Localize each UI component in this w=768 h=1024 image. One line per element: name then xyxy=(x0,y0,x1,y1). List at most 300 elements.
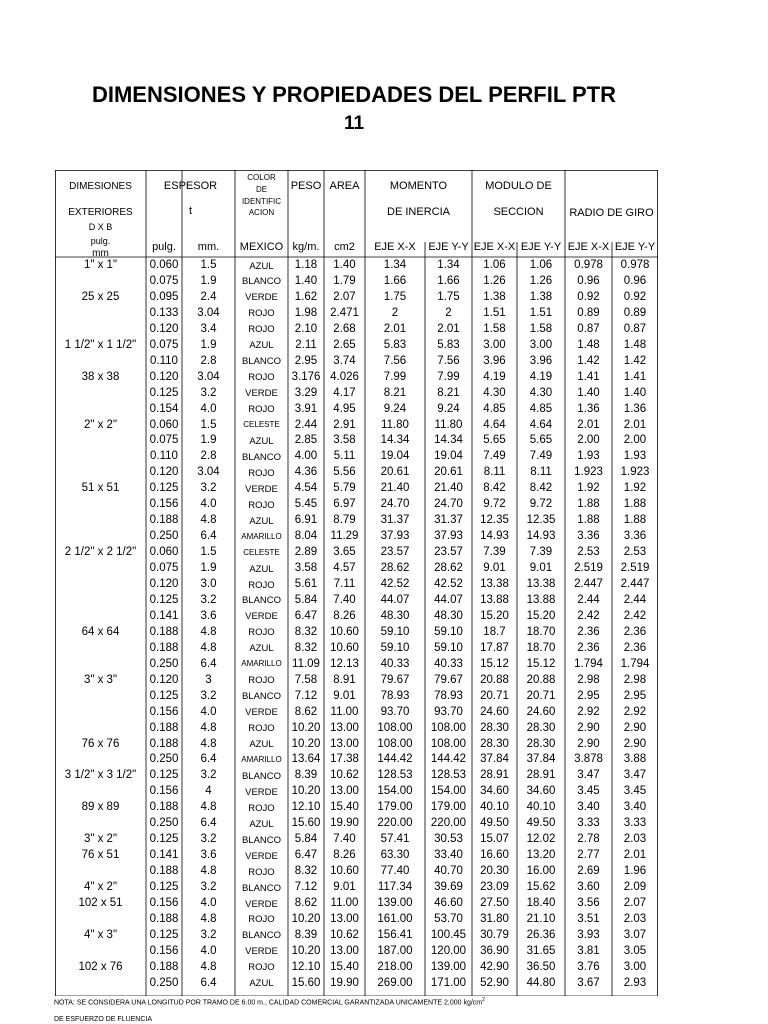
table-cell-radius-yy: 3.33 xyxy=(623,817,647,830)
table-cell-weight: 2.89 xyxy=(294,546,318,559)
table-cell-color: ROJO xyxy=(248,467,275,479)
table-cell-inertia-xx: 20.61 xyxy=(380,466,410,479)
table-cell-thickness-mm: 3.2 xyxy=(200,593,217,606)
table-cell-color: VERDE xyxy=(245,707,278,719)
table-cell-thickness-in: 0.120 xyxy=(149,370,179,383)
table-cell-thickness-mm: 4.8 xyxy=(200,514,217,527)
table-cell-dimensions: 4" x 3" xyxy=(83,928,118,941)
table-cell-inertia-xx: 21.40 xyxy=(380,482,410,495)
table-cell-thickness-in: 0.250 xyxy=(149,976,179,989)
table-cell-thickness-in: 0.075 xyxy=(149,338,179,351)
table-cell-color: ROJO xyxy=(248,675,275,687)
table-cell-weight: 8.04 xyxy=(294,530,318,543)
table-cell-radius-xx: 1.42 xyxy=(577,354,600,367)
table-cell-area: 13.00 xyxy=(330,721,359,734)
table-cell-section-yy: 12.02 xyxy=(526,833,556,846)
table-cell-thickness-in: 0.120 xyxy=(149,578,179,590)
table-cell-section-xx: 1.51 xyxy=(483,306,506,319)
table-cell-weight: 3.58 xyxy=(294,562,318,575)
table-cell-inertia-yy: 39.69 xyxy=(434,881,463,894)
table-cell-inertia-xx: 220.00 xyxy=(377,817,413,830)
table-cell-weight: 4.54 xyxy=(294,482,318,495)
table-cell-area: 11.00 xyxy=(330,897,359,909)
table-cell-radius-xx: 0.978 xyxy=(574,259,603,271)
table-cell-thickness-in: 0.060 xyxy=(149,546,179,559)
table-cell-dimensions: 3 1/2" x 3 1/2" xyxy=(64,769,137,782)
table-cell-inertia-yy: 37.93 xyxy=(434,530,463,543)
header-color-2: DE xyxy=(255,185,268,194)
table-cell-section-yy: 14.93 xyxy=(526,530,556,543)
table-cell-inertia-xx: 63.30 xyxy=(380,849,410,862)
table-cell-inertia-xx: 59.10 xyxy=(380,641,410,654)
table-cell-thickness-mm: 3.2 xyxy=(200,482,217,495)
table-cell-radius-xx: 1.93 xyxy=(577,450,600,463)
table-cell-section-xx: 12.35 xyxy=(480,514,509,527)
table-cell-inertia-yy: 5.83 xyxy=(437,338,460,351)
table-cell-thickness-in: 0.156 xyxy=(149,785,179,798)
table-cell-radius-xx: 0.96 xyxy=(577,274,600,287)
table-cell-inertia-xx: 144.42 xyxy=(377,753,413,766)
table-cell-dimensions: 1 1/2" x 1 1/2" xyxy=(64,338,137,351)
table-cell-thickness-in: 0.188 xyxy=(149,912,179,925)
table-cell-thickness-mm: 4.8 xyxy=(200,737,217,750)
table-cell-inertia-xx: 79.67 xyxy=(380,673,410,686)
table-cell-radius-xx: 3.33 xyxy=(577,817,600,830)
table-cell-section-yy: 5.65 xyxy=(529,434,553,447)
table-cell-radius-xx: 2.90 xyxy=(577,721,600,734)
table-cell-radius-xx: 2.78 xyxy=(577,833,600,846)
table-cell-radius-xx: 0.89 xyxy=(577,306,600,319)
table-cell-weight: 6.47 xyxy=(294,849,318,862)
table-cell-section-yy: 9.72 xyxy=(529,498,553,511)
table-cell-thickness-in: 0.125 xyxy=(149,881,179,894)
table-cell-radius-yy: 2.90 xyxy=(623,721,647,734)
table-cell-thickness-mm: 6.4 xyxy=(200,530,217,543)
table-cell-section-yy: 37.84 xyxy=(526,753,556,766)
table-cell-section-yy: 8.42 xyxy=(529,482,553,495)
table-cell-radius-yy: 2.36 xyxy=(623,625,647,638)
table-cell-radius-yy: 1.92 xyxy=(623,482,647,495)
table-cell-inertia-xx: 40.33 xyxy=(380,657,410,670)
header-unit-area: cm2 xyxy=(334,241,355,253)
header-exteriores: EXTERIORES xyxy=(68,207,133,218)
table-cell-inertia-xx: 2.01 xyxy=(383,322,407,335)
header-unit-section-xx: EJE X-X xyxy=(473,241,516,253)
table-cell-inertia-xx: 117.34 xyxy=(377,881,413,894)
table-cell-thickness-in: 0.188 xyxy=(149,801,179,814)
table-cell-radius-xx: 3.56 xyxy=(577,897,600,909)
table-cell-thickness-mm: 1.9 xyxy=(200,434,217,447)
table-cell-section-yy: 3.96 xyxy=(529,354,553,367)
table-cell-area: 10.60 xyxy=(330,625,359,638)
table-cell-area: 11.29 xyxy=(330,530,359,543)
table-cell-inertia-yy: 24.70 xyxy=(434,498,463,511)
table-cell-weight: 5.45 xyxy=(294,498,318,511)
footnote-line-2: DE ESFUERZO DE FLUENCIA xyxy=(54,1016,153,1023)
table-cell-inertia-yy: 128.53 xyxy=(430,769,467,782)
table-cell-inertia-yy: 171.00 xyxy=(430,976,467,989)
table-cell-radius-yy: 2.01 xyxy=(623,418,647,431)
table-cell-area: 10.62 xyxy=(330,769,359,782)
table-cell-section-xx: 15.12 xyxy=(480,657,509,670)
table-cell-thickness-in: 0.125 xyxy=(149,482,179,495)
table-cell-inertia-xx: 269.00 xyxy=(377,976,413,989)
table-cell-section-yy: 20.71 xyxy=(526,689,556,702)
table-cell-thickness-in: 0.060 xyxy=(149,259,179,271)
page-subtitle: 11 xyxy=(343,113,365,134)
table-cell-inertia-yy: 93.70 xyxy=(434,705,463,718)
table-cell-inertia-yy: 8.21 xyxy=(437,386,460,399)
table-cell-thickness-mm: 3.6 xyxy=(200,849,217,862)
table-cell-area: 3.65 xyxy=(333,546,356,559)
table-cell-area: 13.00 xyxy=(330,944,359,957)
table-cell-section-yy: 4.85 xyxy=(529,402,553,415)
table-cell-section-xx: 1.26 xyxy=(483,274,506,287)
table-cell-radius-xx: 0.87 xyxy=(577,322,600,335)
table-cell-radius-yy: 3.45 xyxy=(623,785,647,798)
table-cell-section-xx: 4.30 xyxy=(483,386,506,399)
table-cell-section-xx: 49.50 xyxy=(480,817,509,830)
header-modulo-de: MODULO DE xyxy=(485,180,552,192)
table-cell-radius-xx: 2.36 xyxy=(577,641,600,654)
table-cell-section-xx: 30.79 xyxy=(480,928,509,941)
table-cell-radius-yy: 2.93 xyxy=(623,976,647,989)
table-cell-inertia-yy: 2.01 xyxy=(437,322,460,335)
table-cell-thickness-mm: 2.8 xyxy=(200,450,217,463)
table-cell-inertia-yy: 21.40 xyxy=(434,482,463,495)
table-cell-color: VERDE xyxy=(245,483,278,495)
table-cell-radius-yy: 1.923 xyxy=(620,466,650,479)
table-cell-radius-xx: 1.923 xyxy=(574,466,603,479)
table-cell-radius-yy: 2.01 xyxy=(623,849,647,862)
table-cell-color: BLANCO xyxy=(241,882,282,894)
table-cell-color: ROJO xyxy=(248,627,275,639)
table-cell-radius-xx: 2.69 xyxy=(577,865,600,878)
table-cell-inertia-yy: 42.52 xyxy=(434,578,463,590)
table-cell-area: 7.40 xyxy=(333,593,356,606)
table-cell-area: 7.40 xyxy=(333,833,356,846)
table-cell-color: AZUL xyxy=(249,260,274,272)
table-cell-color: AMARILLO xyxy=(241,659,282,669)
table-cell-area: 4.57 xyxy=(333,562,356,575)
table-cell-inertia-yy: 78.93 xyxy=(434,689,463,702)
table-cell-section-xx: 31.80 xyxy=(480,912,509,925)
table-cell-inertia-xx: 77.40 xyxy=(380,865,410,878)
table-cell-weight: 2.10 xyxy=(294,322,318,335)
table-cell-weight: 10.20 xyxy=(291,912,321,925)
table-cell-section-yy: 4.64 xyxy=(529,418,553,431)
table-cell-inertia-xx: 19.04 xyxy=(380,450,410,463)
table-cell-section-xx: 20.30 xyxy=(480,865,509,878)
header-dimensiones: DIMESIONES xyxy=(69,181,132,192)
table-cell-weight: 2.11 xyxy=(295,338,317,351)
table-cell-weight: 2.44 xyxy=(294,418,318,431)
table-cell-section-xx: 3.96 xyxy=(483,354,506,367)
table-cell-section-xx: 9.01 xyxy=(483,562,506,575)
table-cell-thickness-mm: 1.9 xyxy=(200,562,217,575)
table-cell-radius-yy: 1.93 xyxy=(623,450,647,463)
table-cell-section-yy: 36.50 xyxy=(526,960,556,973)
table-cell-inertia-xx: 48.30 xyxy=(380,609,410,622)
table-cell-thickness-in: 0.188 xyxy=(149,625,179,638)
table-cell-radius-xx: 2.44 xyxy=(577,593,600,606)
table-cell-section-xx: 52.90 xyxy=(480,976,509,989)
table-cell-radius-yy: 3.36 xyxy=(623,530,647,543)
table-cell-radius-xx: 1.41 xyxy=(577,370,600,383)
table-cell-dimensions: 89 x 89 xyxy=(81,801,120,814)
table-cell-section-xx: 4.19 xyxy=(483,370,506,383)
table-cell-radius-xx: 3.36 xyxy=(577,530,600,543)
table-cell-weight: 8.32 xyxy=(294,865,318,878)
table-cell-weight: 10.20 xyxy=(291,721,321,734)
table-cell-weight: 8.62 xyxy=(294,705,318,718)
table-cell-inertia-yy: 7.99 xyxy=(437,370,460,383)
table-cell-radius-yy: 2.53 xyxy=(623,546,647,559)
table-cell-section-yy: 26.36 xyxy=(526,928,556,941)
header-radio-de-giro: RADIO DE GIRO xyxy=(569,207,654,219)
header-dxb: D X B xyxy=(88,222,113,232)
table-cell-thickness-in: 0.133 xyxy=(149,306,179,319)
header-mm-sub: mm xyxy=(92,248,109,259)
table-cell-color: AZUL xyxy=(249,435,274,447)
table-cell-area: 3.74 xyxy=(333,354,356,367)
table-cell-area: 17.38 xyxy=(330,753,359,766)
table-cell-section-yy: 18.40 xyxy=(526,897,556,909)
table-cell-thickness-in: 0.075 xyxy=(149,434,179,447)
table-cell-weight: 4.00 xyxy=(294,450,318,463)
table-cell-color: ROJO xyxy=(248,579,275,591)
table-cell-radius-xx: 3.93 xyxy=(577,928,600,941)
table-cell-weight: 1.18 xyxy=(294,259,318,271)
table-cell-weight: 8.39 xyxy=(294,769,318,782)
table-cell-thickness-mm: 3.04 xyxy=(197,466,220,479)
table-cell-inertia-xx: 218.00 xyxy=(377,960,413,973)
table-cell-area: 3.58 xyxy=(333,434,356,447)
table-cell-thickness-mm: 1.5 xyxy=(200,418,217,431)
table-cell-section-yy: 24.60 xyxy=(526,705,556,718)
table-cell-radius-yy: 2.42 xyxy=(623,609,647,622)
table-cell-inertia-xx: 108.00 xyxy=(377,737,413,750)
table-cell-radius-yy: 1.88 xyxy=(623,498,647,511)
table-cell-radius-xx: 2.447 xyxy=(574,578,603,590)
table-cell-weight: 2.85 xyxy=(294,434,318,447)
table-cell-thickness-mm: 6.4 xyxy=(200,657,217,670)
table-cell-thickness-mm: 2.8 xyxy=(200,354,217,367)
table-cell-radius-yy: 0.87 xyxy=(623,322,647,335)
table-cell-section-yy: 31.65 xyxy=(526,944,556,957)
table-cell-area: 4.026 xyxy=(330,370,359,383)
table-cell-thickness-mm: 3.2 xyxy=(200,928,217,941)
table-cell-area: 15.40 xyxy=(330,801,359,814)
table-cell-section-xx: 18.7 xyxy=(483,625,506,638)
table-cell-radius-yy: 1.40 xyxy=(623,386,647,399)
table-cell-inertia-yy: 46.60 xyxy=(434,897,463,909)
table-cell-thickness-mm: 3.2 xyxy=(200,769,217,782)
table-cell-radius-yy: 2.03 xyxy=(623,833,647,846)
table-cell-weight: 3.29 xyxy=(294,386,318,399)
table-cell-section-yy: 18.70 xyxy=(526,625,556,638)
table-cell-thickness-mm: 3.04 xyxy=(197,306,220,319)
table-cell-section-xx: 36.90 xyxy=(480,944,509,957)
table-cell-radius-yy: 1.96 xyxy=(623,865,647,878)
table-cell-section-yy: 3.00 xyxy=(529,338,553,351)
table-cell-thickness-in: 0.154 xyxy=(149,402,179,415)
table-cell-section-yy: 1.58 xyxy=(529,322,553,335)
table-cell-thickness-in: 0.156 xyxy=(149,705,179,718)
table-cell-inertia-xx: 139.00 xyxy=(377,897,413,909)
table-cell-radius-xx: 2.42 xyxy=(577,609,600,622)
table-cell-radius-xx: 3.45 xyxy=(577,785,600,798)
table-cell-color: CELESTE xyxy=(243,547,280,557)
table-cell-section-xx: 28.30 xyxy=(480,721,509,734)
table-cell-thickness-mm: 3.2 xyxy=(200,689,217,702)
table-cell-inertia-yy: 1.34 xyxy=(437,259,460,271)
table-cell-thickness-mm: 4.8 xyxy=(200,912,217,925)
table-cell-radius-xx: 1.88 xyxy=(577,498,600,511)
table-cell-radius-yy: 2.00 xyxy=(623,434,647,447)
header-area: AREA xyxy=(329,180,360,192)
table-cell-weight: 5.84 xyxy=(294,833,318,846)
table-cell-area: 8.26 xyxy=(333,849,356,862)
header-espesor: ESPESOR xyxy=(163,180,218,192)
table-cell-section-yy: 34.60 xyxy=(526,785,556,798)
table-cell-thickness-in: 0.156 xyxy=(149,498,179,511)
table-cell-inertia-yy: 31.37 xyxy=(434,514,463,527)
table-cell-area: 2.65 xyxy=(333,338,356,351)
table-cell-inertia-xx: 44.07 xyxy=(380,593,410,606)
table-cell-inertia-yy: 19.04 xyxy=(434,450,463,463)
table-cell-radius-xx: 3.60 xyxy=(577,881,600,894)
table-cell-radius-yy: 0.89 xyxy=(623,306,647,319)
table-cell-section-xx: 8.11 xyxy=(483,466,506,479)
table-cell-weight: 12.10 xyxy=(291,960,321,973)
table-cell-thickness-in: 0.120 xyxy=(149,673,179,686)
table-cell-thickness-mm: 1.5 xyxy=(200,546,217,559)
table-cell-section-yy: 16.00 xyxy=(526,865,556,878)
table-cell-color: VERDE xyxy=(245,946,278,958)
table-cell-radius-yy: 3.05 xyxy=(623,944,647,957)
table-cell-thickness-in: 0.110 xyxy=(150,450,178,463)
table-cell-thickness-in: 0.125 xyxy=(149,689,179,702)
table-cell-inertia-xx: 154.00 xyxy=(377,785,413,798)
table-cell-color: VERDE xyxy=(245,611,278,623)
table-cell-weight: 1.98 xyxy=(294,306,318,319)
table-cell-inertia-yy: 53.70 xyxy=(434,912,463,925)
table-cell-thickness-in: 0.250 xyxy=(149,753,179,766)
table-cell-section-xx: 7.49 xyxy=(483,450,506,463)
table-cell-thickness-in: 0.188 xyxy=(149,721,179,734)
table-cell-thickness-in: 0.141 xyxy=(149,609,179,622)
table-cell-inertia-yy: 59.10 xyxy=(434,625,463,638)
table-cell-section-yy: 44.80 xyxy=(526,976,556,989)
table-cell-radius-xx: 2.92 xyxy=(577,705,600,718)
table-cell-color: ROJO xyxy=(248,962,275,974)
table-cell-area: 19.90 xyxy=(330,976,359,989)
table-cell-thickness-mm: 3.0 xyxy=(200,578,217,590)
table-cell-section-xx: 13.88 xyxy=(480,593,509,606)
table-cell-radius-xx: 3.878 xyxy=(574,753,603,766)
table-cell-section-xx: 7.39 xyxy=(483,546,506,559)
table-cell-color: VERDE xyxy=(245,388,278,400)
table-cell-area: 15.40 xyxy=(330,960,359,973)
header-unit-thickness-in: pulg. xyxy=(152,241,176,253)
table-cell-thickness-in: 0.125 xyxy=(149,833,179,846)
table-cell-section-yy: 49.50 xyxy=(526,817,556,830)
table-cell-radius-yy: 0.96 xyxy=(623,274,647,287)
header-unit-radius-xx: EJE X-X xyxy=(567,241,610,253)
table-cell-thickness-in: 0.188 xyxy=(149,737,179,750)
table-cell-inertia-xx: 7.56 xyxy=(383,354,407,367)
table-cell-weight: 13.64 xyxy=(291,753,321,766)
table-cell-inertia-xx: 42.52 xyxy=(380,578,410,590)
table-cell-weight: 7.12 xyxy=(294,881,318,894)
table-cell-weight: 8.62 xyxy=(294,897,318,909)
table-cell-radius-xx: 2.90 xyxy=(577,737,600,750)
table-cell-inertia-yy: 11.80 xyxy=(434,418,463,431)
table-cell-weight: 6.91 xyxy=(294,514,318,527)
table-cell-section-xx: 23.09 xyxy=(480,881,509,894)
table-cell-dimensions: 76 x 76 xyxy=(81,737,120,750)
header-unit-inertia-xx: EJE X-X xyxy=(374,241,416,253)
table-cell-radius-xx: 2.36 xyxy=(577,625,600,638)
table-cell-area: 8.79 xyxy=(333,514,356,527)
table-cell-thickness-in: 0.188 xyxy=(149,641,179,654)
table-cell-inertia-yy: 20.61 xyxy=(434,466,463,479)
table-cell-color: VERDE xyxy=(245,292,278,304)
table-cell-thickness-mm: 6.4 xyxy=(200,817,217,830)
table-cell-area: 8.91 xyxy=(333,673,356,686)
table-cell-radius-xx: 3.76 xyxy=(577,960,600,973)
table-cell-thickness-mm: 4.0 xyxy=(200,897,217,909)
table-cell-radius-yy: 2.07 xyxy=(623,897,647,909)
table-cell-thickness-mm: 1.9 xyxy=(200,274,217,287)
table-cell-section-xx: 1.38 xyxy=(483,290,506,303)
table-cell-area: 2.68 xyxy=(333,322,356,335)
header-unit-inertia-yy: EJE Y-Y xyxy=(428,241,469,253)
table-cell-inertia-yy: 30.53 xyxy=(434,833,463,846)
table-cell-color: AMARILLO xyxy=(241,531,282,541)
table-cell-color: BLANCO xyxy=(241,691,282,703)
table-cell-thickness-in: 0.120 xyxy=(149,322,179,335)
table-cell-color: BLANCO xyxy=(241,834,282,846)
table-cell-area: 10.60 xyxy=(330,641,359,654)
table-cell-section-xx: 3.00 xyxy=(483,338,506,351)
table-cell-radius-yy: 0.978 xyxy=(620,259,650,271)
table-cell-inertia-xx: 11.80 xyxy=(381,418,409,431)
table-cell-radius-yy: 1.42 xyxy=(623,354,647,367)
header-unit-thickness-mm: mm. xyxy=(197,241,220,253)
table-cell-dimensions: 38 x 38 xyxy=(81,370,120,383)
table-cell-dimensions: 25 x 25 xyxy=(81,290,120,303)
table-cell-thickness-in: 0.188 xyxy=(149,865,179,878)
footnote-text: NOTA: SE CONSIDERA UNA LONGITUD POR TRAMO DE 6.00 m., CALIDAD COMERCIAL GARANTIZADA UNICAMENTE 2,000 kg/cm xyxy=(54,999,483,1007)
table-cell-area: 10.62 xyxy=(330,928,359,941)
table-cell-inertia-xx: 128.53 xyxy=(377,769,413,782)
table-cell-thickness-in: 0.125 xyxy=(149,928,179,941)
table-cell-inertia-yy: 9.24 xyxy=(437,402,460,415)
table-cell-radius-yy: 2.447 xyxy=(620,578,650,590)
table-cell-color: ROJO xyxy=(248,372,275,384)
table-cell-thickness-mm: 4.8 xyxy=(200,960,217,973)
table-cell-section-xx: 37.84 xyxy=(480,753,509,766)
table-cell-color: BLANCO xyxy=(241,770,282,782)
table-cell-radius-xx: 2.519 xyxy=(574,562,603,575)
table-cell-radius-xx: 1.40 xyxy=(577,386,600,399)
table-cell-radius-yy: 2.90 xyxy=(623,737,647,750)
table-cell-radius-yy: 2.519 xyxy=(620,562,650,575)
table-cell-inertia-yy: 144.42 xyxy=(430,753,467,766)
table-cell-area: 11.00 xyxy=(330,705,359,718)
